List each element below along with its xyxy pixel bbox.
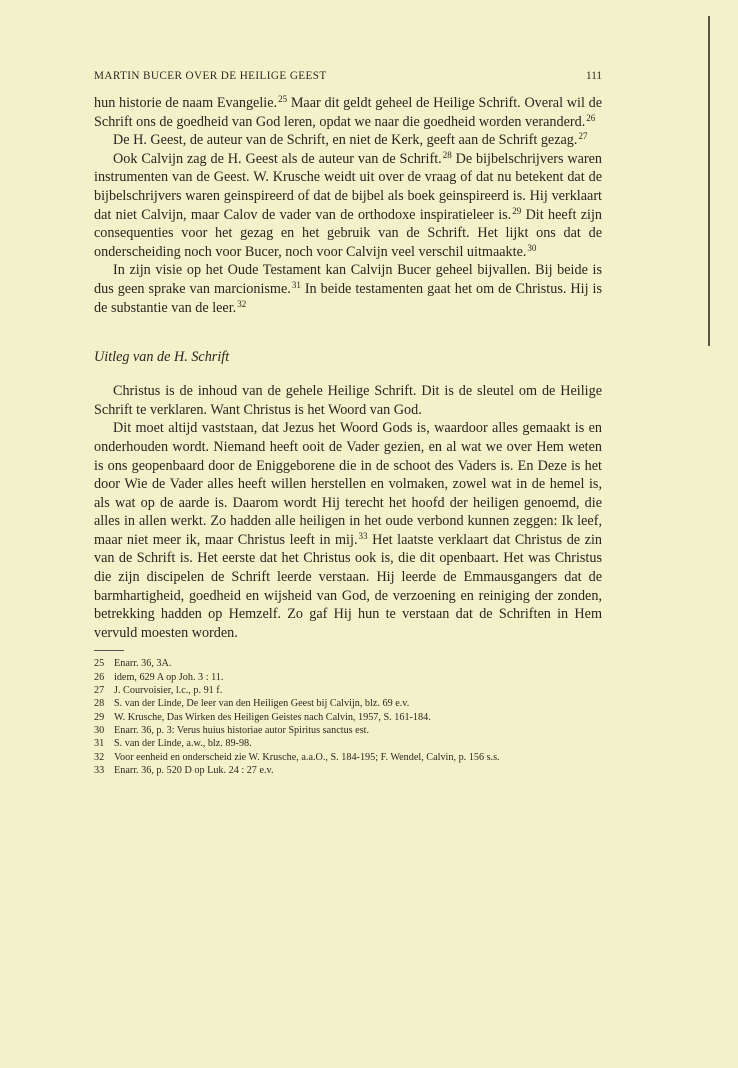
footnote-text: J. Courvoisier, l.c., p. 91 f. [114, 685, 223, 697]
footnote-ref[interactable]: 33 [358, 530, 368, 541]
footnote-ref[interactable]: 26 [586, 112, 596, 123]
footnote-list [94, 657, 602, 777]
paragraph-3: Ook Calvijn zag de H. Geest als de auteur van de Schrift.$^{28}$ De bijbelschrijvers waren instrumenten van de Geest. W. Krusche weidt uit over de vraag of dat nu betekent dat de bijbelschrijvers waren geinspireerd of dat de bijbel als boek geinspireerd is. Hij verklaart dat niet Calvijn, maar Calov de vader van de orthodoxe inspiratieleer is.$^{29}$ Dit heeft zijn consequenties voor het gezag en het gebruik van de Schrift. Het lijkt ons dat de onderscheiding noch voor Bucer, noch voor Calvijn veel verschil uitmaakte.$^{30}$ [94, 149, 603, 260]
footnote-number: 30 [94, 724, 105, 736]
footnote-number: 28 [94, 698, 105, 710]
footnote-number: 31 [94, 738, 105, 750]
footnote-text: S. van der Linde, a.w., blz. 89-98. [114, 738, 252, 750]
paragraph-5: Christus is de inhoud van de gehele Heilige Schrift. Dit is de sleutel om de Heilige Schrift te verklaren. Want Christus is het Woord van God. [94, 383, 602, 418]
footnote-ref[interactable]: 27 [578, 131, 588, 142]
footnote-text: W. Krusche, Das Wirken des Heiligen Geistes nach Calvin, 1957, S. 161-184. [114, 711, 431, 723]
footnote-ref[interactable]: 32 [237, 298, 247, 309]
page-edge-line [708, 16, 710, 346]
footnote-number: 32 [94, 751, 105, 763]
running-title: MARTIN BUCER OVER DE HEILIGE GEEST [94, 70, 327, 82]
paragraph-1: hun historie de naam Evangelie.$^{25}$ Maar dit geldt geheel de Heilige Schrift. Overal wil de Schrift ons de goedheid van God leren, opdat we naar die goedheid worden veranderd.$^{26}$ [94, 94, 602, 130]
footnote-text: Voor eenheid en onderscheid zie W. Krusche, a.a.O., S. 184-195; F. Wendel, Calvin, p. 156 s.s. [114, 751, 500, 763]
footnote-ref[interactable]: 29 [512, 205, 522, 216]
footnote-ref[interactable]: 31 [291, 279, 301, 290]
footnote-number: 25 [94, 658, 105, 670]
page-number: 111 [586, 70, 602, 82]
footnote-number: 33 [94, 764, 105, 776]
paragraph-4: In zijn visie op het Oude Testament kan Calvijn Bucer geheel bijvallen. Bij beide is dus geen sprake van marcionisme.$^{31}$ In beide testamenten gaat het om de Christus. Hij is de substantie van de leer.$^{32}$ [94, 262, 602, 316]
paragraph-6: Dit moet altijd vaststaan, dat Jezus het Woord Gods is, waardoor alles gemaakt is en onderhouden wordt. Niemand heeft ooit de Vader gezien, en al wat we over Hem weten is ons geopenbaard door de Eniggeborene die in de schoot des Vaders is. En Deze is het door Wie de Vader alles heeft willen herstellen en volmaken, zowel wat in de hemel is, als wat op de aarde is. Daarom wordt Hij terecht het hoofd der heiligen genoemd, die alles in allen werkt. Zo hadden alle heiligen in het oude verbond kunnen zeggen: Ik leef, maar niet meer ik, maar Christus leeft in mij.$^{33}$ Het laatste verklaart dat Christus de zin van de Schrift is. Het eerste dat het Christus ook is, die dit openbaart. Het was Christus die zijn discipelen de Schrift leerde verstaan. Hij leerde de Emmausgangers dat de barmhartigheid, goedheid en wijsheid van God, de verzoening en reiniging der zonden, betrekking hadden op Hemzelf. Zo gaf Hij hun te verstaan dat de Schriften in Hem vervuld moesten worden. [94, 420, 602, 641]
footnote-item [94, 671, 602, 684]
footnote-text: Enarr. 36, p. 3: Verus huius historiae autor Spiritus sanctus est. [114, 724, 370, 736]
footnote-number: 26 [94, 671, 105, 683]
running-head [94, 70, 602, 82]
footnote-divider [94, 650, 124, 651]
footnote-item [94, 724, 602, 737]
footnote-number: 27 [94, 685, 105, 697]
section-title: Uitleg van de H. Schrift [94, 349, 230, 366]
footnote-number: 29 [94, 711, 105, 723]
footnote-item [94, 684, 602, 697]
footnote-text: Enarr. 36, 3A. [114, 658, 172, 670]
footnote-item [94, 711, 602, 724]
footnote-ref[interactable]: 30 [527, 242, 537, 253]
footnote-item [94, 737, 602, 750]
paragraph-2: De H. Geest, de auteur van de Schrift, en niet de Kerk, geeft aan de Schrift gezag.$^{27}$ [113, 131, 588, 149]
footnote-item [94, 764, 602, 777]
footnote-ref[interactable]: 28 [442, 149, 452, 160]
footnote-ref[interactable]: 25 [278, 94, 288, 104]
footnote-item [94, 697, 602, 710]
footnote-item [94, 657, 602, 670]
book-page [94, 70, 602, 777]
footnote-text: S. van der Linde, De leer van den Heiligen Geest bij Calvijn, blz. 69 e.v. [114, 698, 410, 710]
footnote-text: idem, 629 A op Joh. 3 : 11. [114, 671, 224, 683]
footnote-text: Enarr. 36, p. 520 D op Luk. 24 : 27 e.v. [114, 764, 274, 776]
footnote-item [94, 751, 602, 764]
